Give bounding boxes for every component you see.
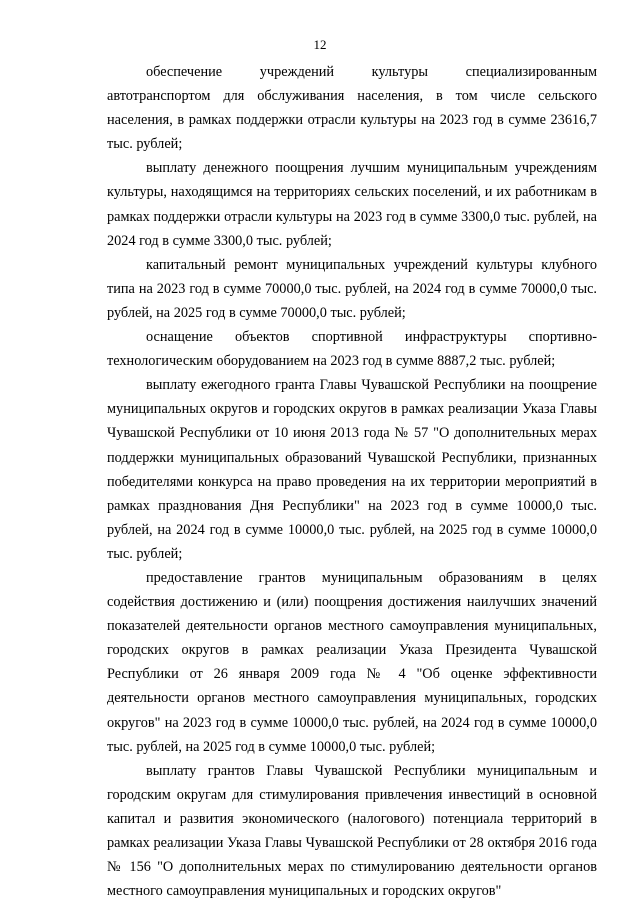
paragraph-culture-bonus: выплату денежного поощрения лучшим муниципальным учреждениям культуры, находящимся на территориях сельских поселений, и их работникам в рамках поддержки отрасли культуры на 2023 год в сумме 3300,0 тыс. рублей, на 2024 год в сумме 3300,0 тыс. рублей; bbox=[107, 160, 597, 249]
paragraph-club-repair: капитальный ремонт муниципальных учреждений культуры клубного типа на 2023 год в сумме 70000,0 тыс. рублей, на 2024 год в сумме 70000,0 тыс. рублей, на 2025 год в сумме 70000,0 тыс. рублей; bbox=[107, 256, 597, 321]
paragraph-performance-grants: предоставление грантов муниципальным образованиям в целях содействия достижению и (или) поощрения достижения наилучших значений показателей деятельности органов местного самоуправления муниципальных, городских округов в рамках реализации Указа Президента Чувашской Республики от 26 января 2009 года № 4 "Об оценке эффективности деятельности органов местного самоуправления муниципальных, городских округов" на 2023 год в сумме 10000,0 тыс. рублей, на 2024 год в сумме 10000,0 тыс. рублей, на 2025 год в сумме 10000,0 тыс. рублей; bbox=[107, 569, 597, 755]
paragraph-transport: обеспечение учреждений культуры специализированным автотранспортом для обслуживания населения, в том числе сельского населения, в рамках поддержки отрасли культуры на 2023 год в сумме 23616,7 тыс. рублей; bbox=[107, 64, 597, 153]
paragraph-sports-equipment: оснащение объектов спортивной инфраструктуры спортивно-технологическим оборудованием на 2023 год в сумме 8887,2 тыс. рублей; bbox=[107, 329, 597, 370]
paragraph-investment-grants: выплату грантов Главы Чувашской Республики муниципальным и городским округам для стимулирования привлечения инвестиций в основной капитал и развития экономического (налогового) потенциала территорий в рамках реализации Указа Главы Чувашской Республики от 28 октября 2016 года № 156 "О дополнительных мерах по стимулированию деятельности органов местного самоуправления муниципальных и городских округов" bbox=[107, 762, 597, 900]
document-body bbox=[107, 60, 597, 903]
paragraph-republic-day-grant: выплату ежегодного гранта Главы Чувашской Республики на поощрение муниципальных округов и городских округов в рамках реализации Указа Главы Чувашской Республики от 10 июня 2013 года № 57 "О дополнительных мерах поддержки муниципальных образований Чувашской Республики, признанных победителями конкурса на право проведения на их территории мероприятий в рамках празднования Дня Республики" на 2023 год в сумме 10000,0 тыс. рублей, на 2024 год в сумме 10000,0 тыс. рублей, на 2025 год в сумме 10000,0 тыс. рублей; bbox=[107, 377, 597, 562]
page-number: 12 bbox=[313, 37, 327, 52]
